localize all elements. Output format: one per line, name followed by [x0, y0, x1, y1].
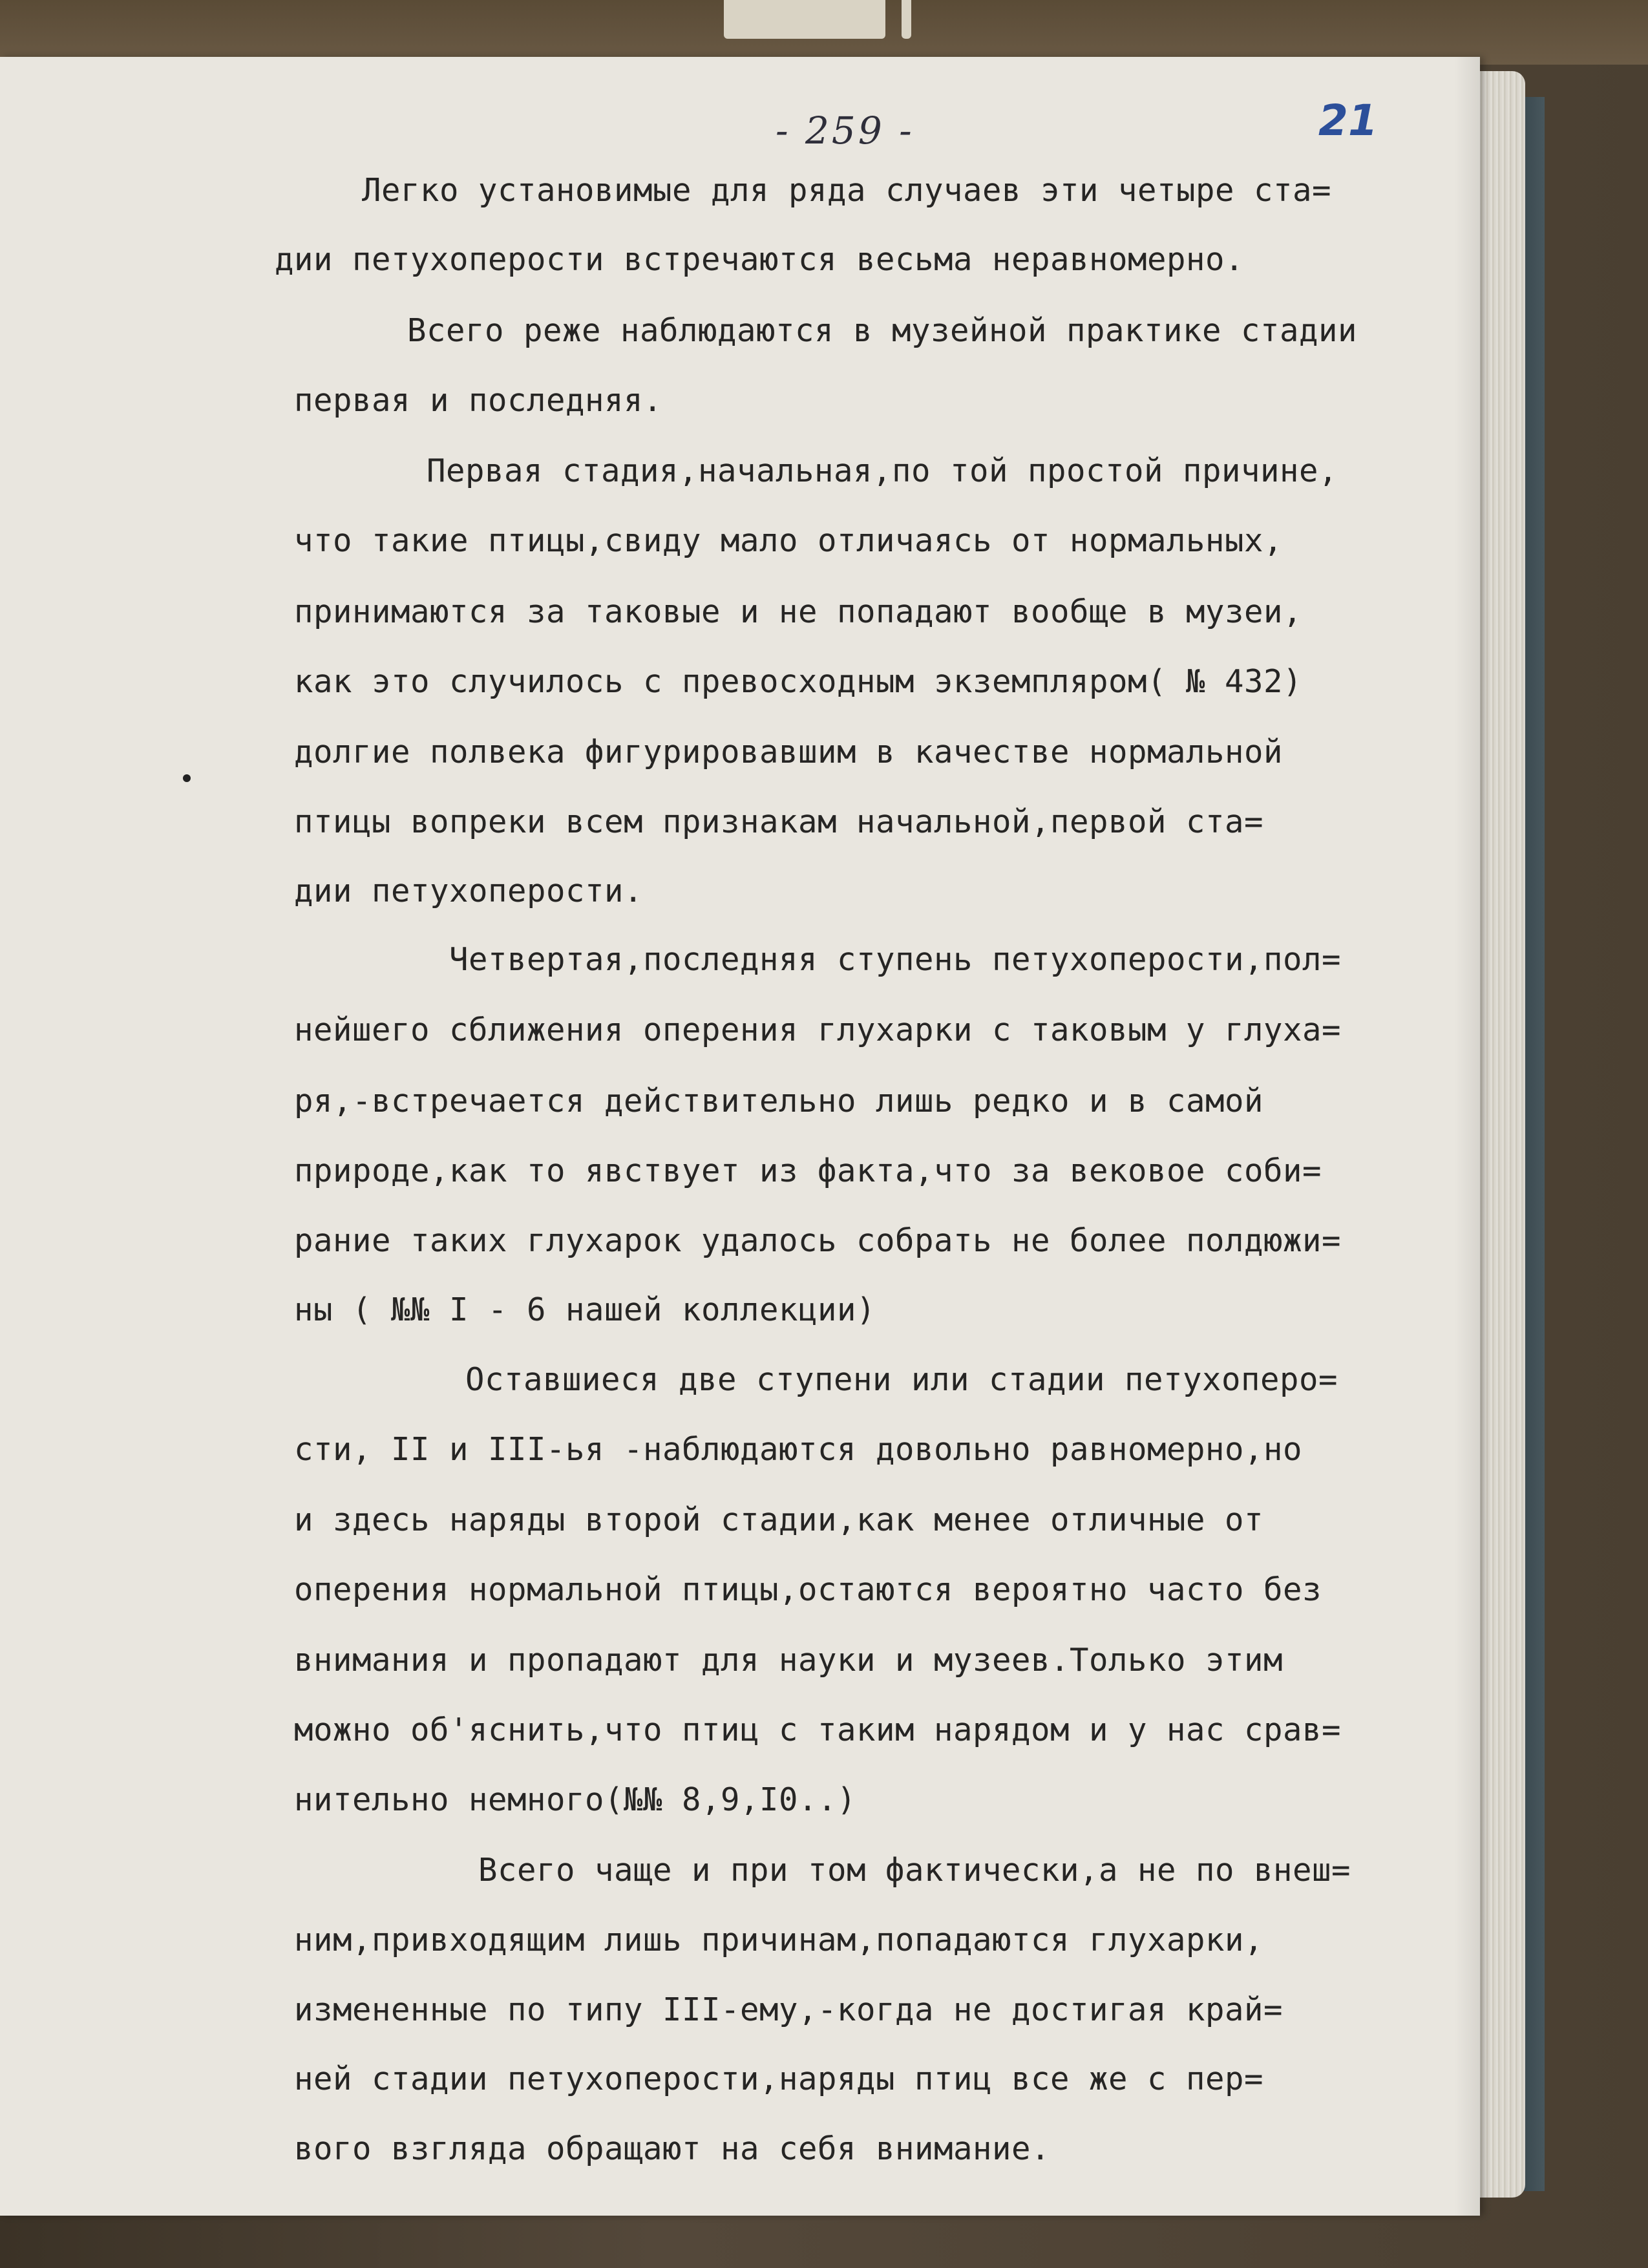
text-line: и здесь наряды второй стадии,как менее отличные от [294, 1501, 1264, 1538]
text-line: дии петухоперости встречаются весьма неравномерно. [275, 241, 1245, 278]
text-line: принимаются за таковые и не попадают вообще в музеи, [294, 593, 1303, 630]
text-line: оперения нормальной птицы,остаются вероятно часто без [294, 1571, 1322, 1608]
text-line: что такие птицы,свиду мало отличаясь от нормальных, [294, 522, 1284, 559]
text-line: рание таких глухарок удалось собрать не более полдюжи= [294, 1222, 1342, 1259]
text-line: ней стадии петухоперости,наряды птиц все же с пер= [294, 2061, 1264, 2097]
text-line: как это случилось с превосходным экземпляром( № 432) [294, 663, 1303, 700]
text-line: природе,как то явствует из факта,что за вековое соби= [294, 1152, 1322, 1189]
text-line: ря,-встречается действительно лишь редко и в самой [294, 1083, 1264, 1119]
folio-number: 21 [1318, 96, 1378, 145]
text-line: ны ( №№ I - 6 нашей коллекции) [294, 1291, 876, 1328]
text-line: дии петухоперости. [294, 873, 644, 909]
text-line: Всего реже наблюдаются в музейной практике стадии [407, 312, 1358, 349]
page-number: - 259 - [776, 109, 914, 153]
text-line: Легко установимые для ряда случаев эти четыре ста= [362, 172, 1332, 209]
text-line: нейшего сближения оперения глухарки с таковым у глуха= [294, 1012, 1342, 1048]
text-line: сти, II и III-ья -наблюдаются довольно равномерно,но [294, 1431, 1303, 1468]
text-line: вого взгляда обращают на себя внимание. [294, 2130, 1051, 2167]
text-line: Первая стадия,начальная,по той простой причине, [427, 452, 1338, 489]
text-line: долгие полвека фигурировавшим в качестве нормальной [294, 734, 1284, 770]
ink-dot [183, 774, 191, 782]
text-line: измененные по типу III-ему,-когда не достигая край= [294, 1991, 1284, 2028]
paper-tab [724, 0, 885, 39]
text-line: птицы вопреки всем признакам начальной,первой ста= [294, 803, 1264, 840]
text-line: Четвертая,последняя ступень петухоперости,пол= [449, 941, 1342, 978]
text-line: внимания и пропадают для науки и музеев.Только этим [294, 1642, 1284, 1679]
text-line: Всего чаще и при том фактически,а не по внеш= [478, 1852, 1351, 1889]
text-line: Оставшиеся две ступени или стадии петухоперо= [465, 1361, 1338, 1398]
document-page [0, 57, 1480, 2216]
text-line: первая и последняя. [294, 382, 663, 419]
text-line: ним,привходящим лишь причинам,попадаются глухарки, [294, 1922, 1264, 1958]
text-line: нительно немного(№№ 8,9,I0..) [294, 1781, 857, 1818]
text-line: можно об'яснить,что птиц с таким нарядом и у нас срав= [294, 1712, 1342, 1748]
paper-tab-edge [902, 0, 911, 39]
scan-top-strip [0, 0, 1648, 65]
